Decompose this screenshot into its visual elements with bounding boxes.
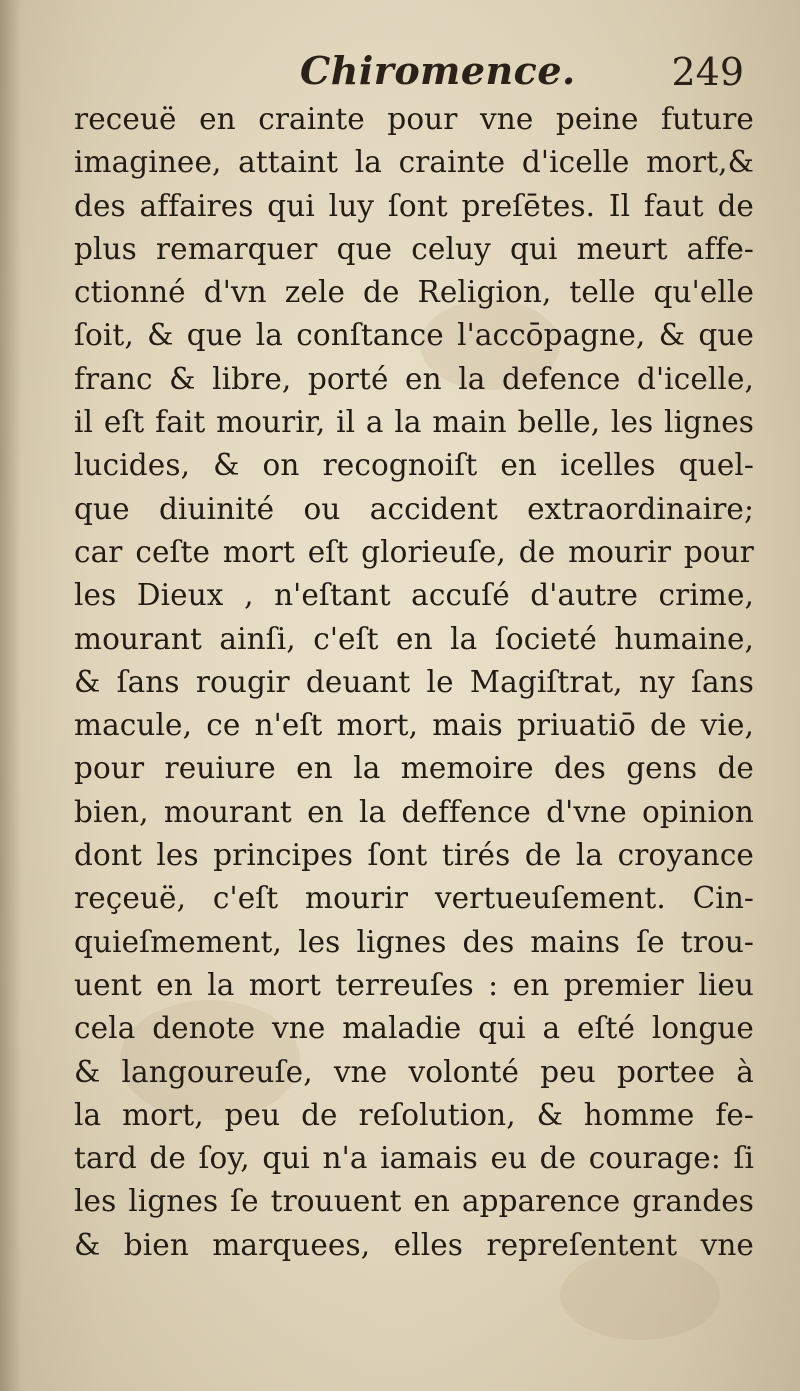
text-line: car ceſte mort eſt glorieuſe, de mourir pour <box>74 534 754 569</box>
spine-shadow <box>0 0 22 1391</box>
text-line: imaginee, attaint la crainte d'icelle mort,& <box>74 145 754 180</box>
text-line: pour reuiure en la memoire des gens de <box>74 751 754 786</box>
page-header <box>0 48 800 100</box>
text-line: les lignes ſe trouuent en apparence grandes <box>74 1184 754 1219</box>
text-line: ſoit, & que la conſtance l'accōpagne, & que <box>74 318 754 353</box>
text-line: bien, mourant en la deffence d'vne opinion <box>74 794 754 829</box>
text-line: franc & libre, porté en la defence d'icelle, <box>74 361 754 396</box>
text-line: quieſmement, les lignes des mains ſe trou- <box>74 924 754 959</box>
text-line: macule, ce n'eſt mort, mais priuatiō de vie, <box>74 708 754 743</box>
body-text <box>74 98 754 1267</box>
text-line: plus remarquer que celuy qui meurt affe- <box>74 231 754 266</box>
text-line: ctionné d'vn zele de Religion, telle qu'elle <box>74 275 754 310</box>
text-line: receuë en crainte pour vne peine future <box>74 102 754 136</box>
text-line: lucides, & on recognoiſt en icelles quel- <box>74 448 754 483</box>
text-line: cela denote vne maladie qui a eſté longue <box>74 1011 754 1046</box>
text-line: mourant ainſi, c'eſt en la ſocieté humaine, <box>74 621 754 656</box>
page-number: 249 <box>671 50 744 94</box>
text-line: la mort, peu de reſolution, & homme fe- <box>74 1097 754 1132</box>
text-line: que diuinité ou accident extraordinaire; <box>74 491 754 526</box>
text-line: il eſt fait mourir, il a la main belle, les lignes <box>74 405 754 440</box>
text-line: des affaires qui luy ſont preſētes. Il faut de <box>74 188 754 223</box>
text-line: & ſans rougir deuant le Magiſtrat, ny ſans <box>74 664 754 699</box>
text-line: & langoureuſe, vne volonté peu portee à <box>74 1054 754 1089</box>
text-line: reçeuë, c'eſt mourir vertueuſement. Cin- <box>74 881 754 916</box>
text-line: dont les principes ſont tirés de la croyance <box>74 838 754 873</box>
text-line: uent en la mort terreuſes : en premier lieu <box>74 967 754 1002</box>
text-line: les Dieux , n'eſtant accuſé d'autre crime, <box>74 578 754 613</box>
running-title: Chiromence. <box>300 48 576 93</box>
text-line: tard de ſoy, qui n'a iamais eu de courage: ſi <box>74 1141 754 1176</box>
text-line: & bien marquees, elles repreſentent vne <box>74 1227 754 1262</box>
